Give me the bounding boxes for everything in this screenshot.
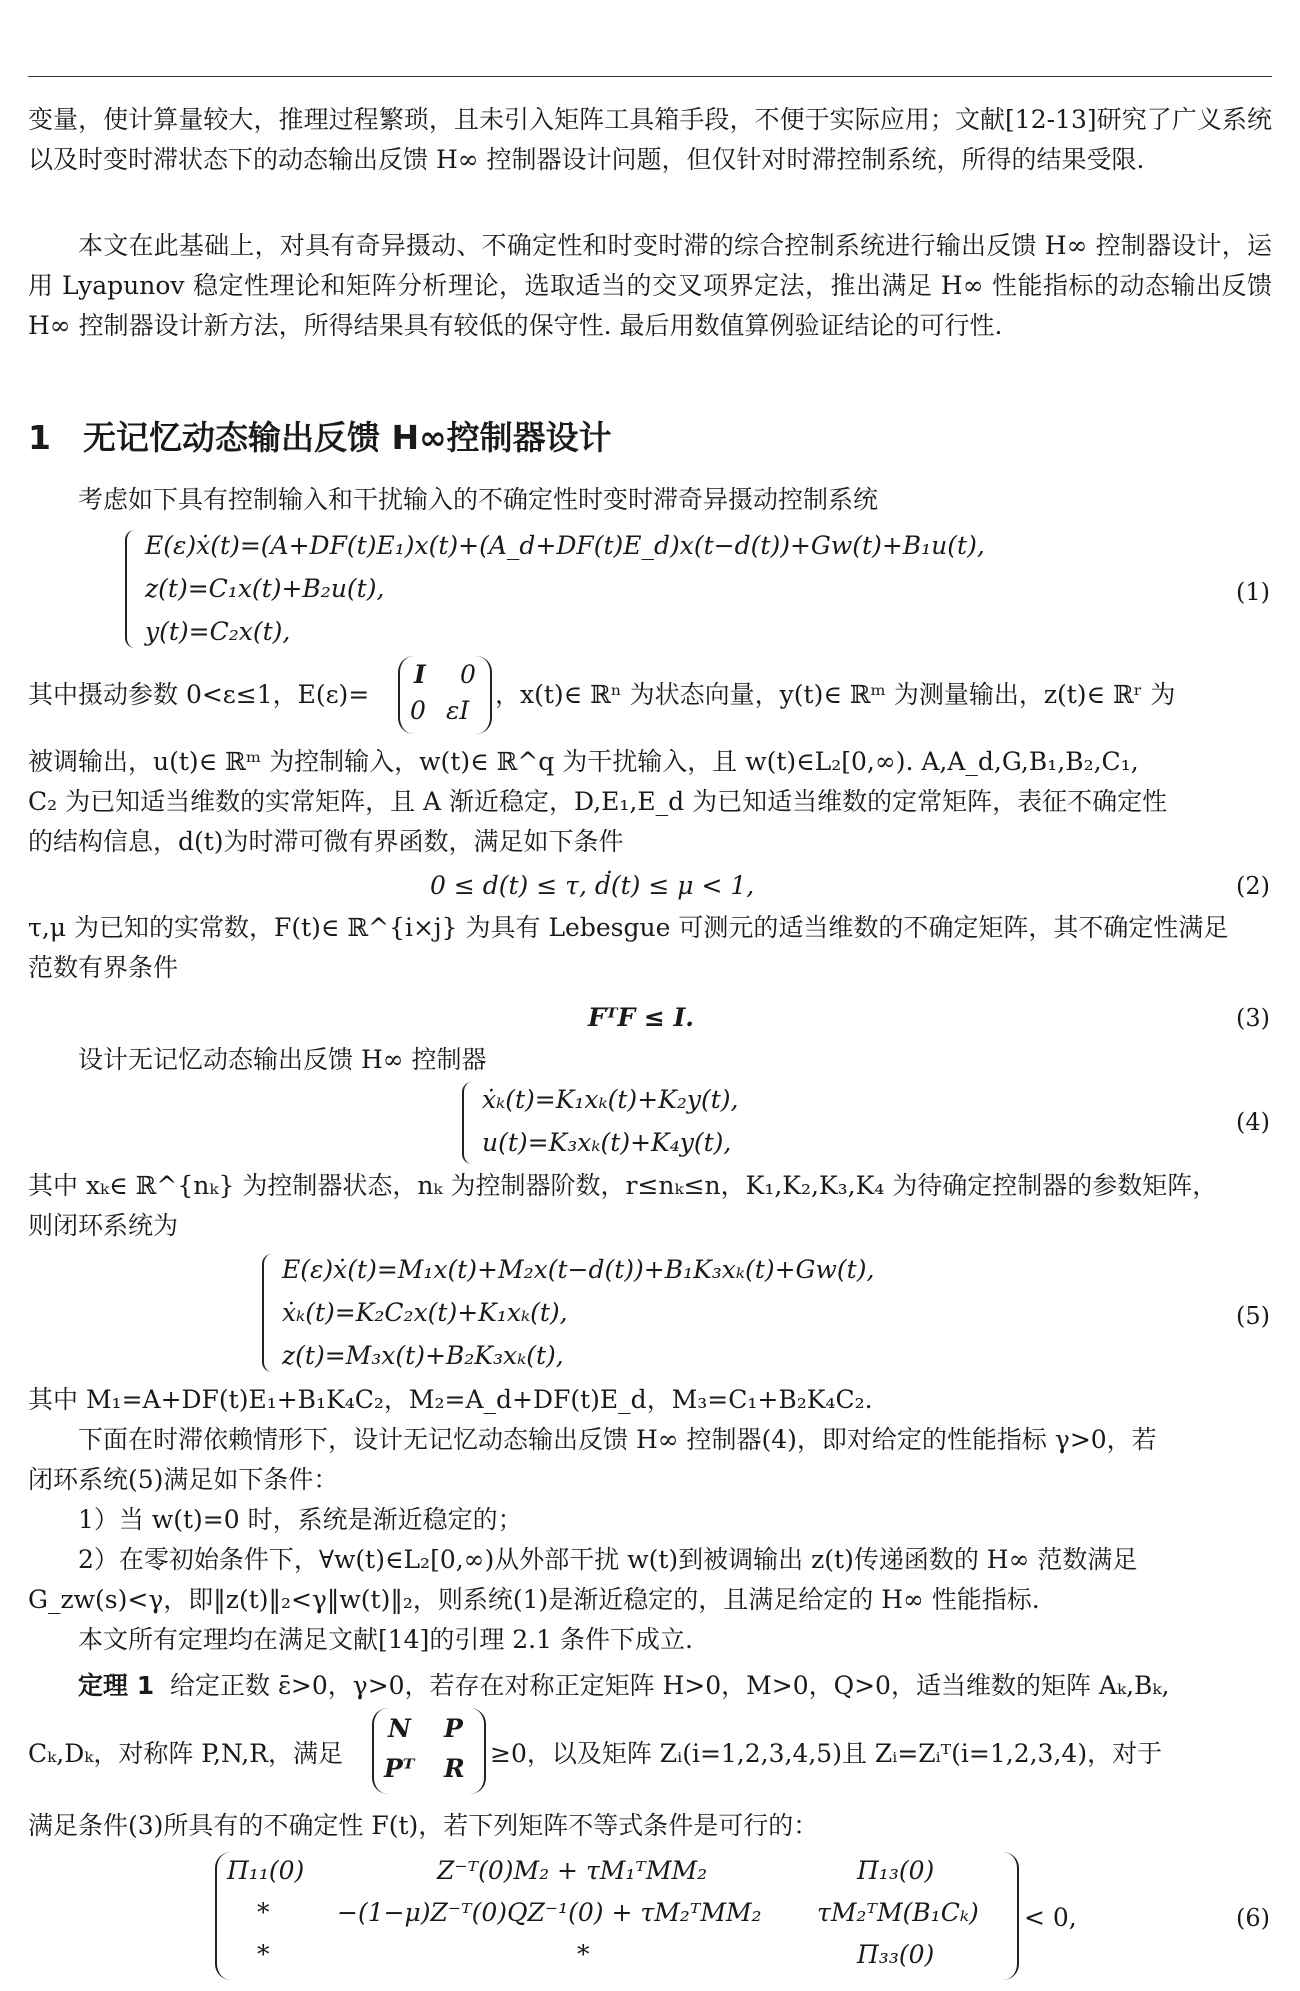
eq5-brace — [262, 1254, 276, 1372]
NP-matrix-a: N — [388, 1714, 411, 1743]
where-text-3: C₂ 为已知适当维数的实常矩阵，且 A 渐近稳定，D,E₁,E_d 为已知适当维数的定常矩阵，表征不确定性 — [28, 787, 1168, 816]
eq4-number: (4) — [1236, 1108, 1270, 1136]
where-text-1b: ，x(t)∈ ℝⁿ 为状态向量，y(t)∈ ℝᵐ 为测量输出，z(t)∈ ℝʳ 为 — [495, 680, 1176, 709]
below-text-2: 闭环系统(5)满足如下条件： — [28, 1465, 339, 1494]
eq6-r3c2: * — [577, 1940, 590, 1969]
eq6-r2c2: −(1−μ)Z⁻ᵀ(0)QZ⁻¹(0) + τM₂ᵀMM₂ — [337, 1898, 762, 1927]
all-theorems-text: 本文所有定理均在满足文献[14]的引理 2.1 条件下成立. — [78, 1625, 693, 1654]
NP-matrix-b: P — [444, 1714, 463, 1743]
theorem-2a: Cₖ,Dₖ，对称阵 P,N,R，满足 — [28, 1739, 344, 1768]
eq6-r1c2: Z⁻ᵀ(0)M₂ + τM₁ᵀMM₂ — [437, 1856, 708, 1885]
theorem-label: 定理 1 — [78, 1671, 155, 1700]
header-rule — [28, 76, 1272, 77]
theorem-1-text: 给定正数 ε̄>0，γ>0，若存在对称正定矩阵 H>0，M>0，Q>0，适当维数的矩阵 Aₖ,Bₖ, — [170, 1671, 1170, 1700]
eq3-number: (3) — [1236, 1004, 1270, 1032]
xk-text-2: 则闭环系统为 — [28, 1211, 179, 1240]
tau-text-1: τ,μ 为已知的实常数，F(t)∈ ℝ^{i×j} 为具有 Lebesgue 可测元的适当维数的不确定矩阵，其不确定性满足 — [28, 913, 1229, 942]
eq1-brace — [125, 530, 139, 648]
eq1-line1: E(ε)ẋ(t)=(A+DF(t)E₁)x(t)+(A_d+DF(t)E_d)x(t−d(t))+Gw(t)+B₁u(t), — [145, 531, 985, 560]
where-text-1: 其中摄动参数 0<ε≤1，E(ε)= — [28, 680, 370, 709]
E-matrix-c: 0 — [410, 696, 426, 725]
eq6-number: (6) — [1236, 1904, 1270, 1932]
consider-text: 考虑如下具有控制输入和干扰输入的不确定性时变时滞奇异摄动控制系统 — [78, 485, 879, 514]
where-text-2: 被调输出，u(t)∈ ℝᵐ 为控制输入，w(t)∈ ℝ^q 为干扰输入，且 w(t)∈L₂[0,∞). A,A_d,G,B₁,B₂,C₁, — [28, 747, 1139, 776]
eq6-rhs: < 0, — [1024, 1903, 1077, 1932]
eq6-r3c3: Π₃₃(0) — [857, 1940, 935, 1969]
section-heading — [28, 412, 612, 459]
eq5-line2: ẋₖ(t)=K₂C₂x(t)+K₁xₖ(t), — [282, 1298, 568, 1327]
E-matrix-d: εI — [446, 696, 470, 725]
eq5-line3: z(t)=M₃x(t)+B₂K₃xₖ(t), — [282, 1341, 564, 1370]
intro-paragraph-2: 本文在此基础上，对具有奇异摄动、不确定性和时变时滞的综合控制系统进行输出反馈 H∞ 控制器设计，运用 Lyapunov 稳定性理论和矩阵分析理论，选取适当的交叉项界定法，推出满足 H∞ 性能指标的动态输出反馈 H∞ 控制器设计新方法，所得结果具有较低的保守性. 最后用数值算例验证结论的可行性. — [28, 231, 1272, 340]
eq2-number: (2) — [1236, 872, 1270, 900]
eq1-number: (1) — [1236, 578, 1270, 606]
E-matrix — [398, 656, 492, 734]
section-title: 无记忆动态输出反馈 H∞控制器设计 — [83, 418, 612, 457]
eq5-line1: E(ε)ẋ(t)=M₁x(t)+M₂x(t−d(t))+B₁K₃xₖ(t)+Gw(t), — [282, 1255, 875, 1284]
eq4-line1: ẋₖ(t)=K₁xₖ(t)+K₂y(t), — [482, 1085, 739, 1114]
eq6-r1c3: Π₁₃(0) — [857, 1856, 935, 1885]
intro-paragraph-1: 变量，使计算量较大，推理过程繁琐，且未引入矩阵工具箱手段，不便于实际应用；文献[12-13]研究了广义系统以及时变时滞状态下的动态输出反馈 H∞ 控制器设计问题，但仅针对时滞控制系统，所得的结果受限. — [28, 105, 1272, 174]
NP-matrix — [372, 1708, 486, 1794]
condition-2a: 2）在零初始条件下，∀w(t)∈L₂[0,∞)从外部干扰 w(t)到被调输出 z(t)传递函数的 H∞ 范数满足 — [78, 1545, 1138, 1574]
tau-text-2: 范数有界条件 — [28, 953, 179, 982]
E-matrix-b: 0 — [460, 660, 476, 689]
theorem-2b: ≥0，以及矩阵 Zᵢ(i=1,2,3,4,5)且 Zᵢ=Zᵢᵀ(i=1,2,3,4)，对于 — [490, 1739, 1163, 1768]
NP-matrix-d: R — [444, 1754, 465, 1783]
condition-1: 1）当 w(t)=0 时，系统是渐近稳定的； — [78, 1505, 523, 1534]
mdef-text: 其中 M₁=A+DF(t)E₁+B₁K₄C₂，M₂=A_d+DF(t)E_d，M₃=C₁+B₂K₄C₂. — [28, 1385, 873, 1414]
theorem-3: 满足条件(3)所具有的不确定性 F(t)，若下列矩阵不等式条件是可行的： — [28, 1811, 819, 1840]
theorem-1-line1 — [78, 1666, 1272, 1706]
eq1-line3: y(t)=C₂x(t), — [145, 617, 291, 646]
NP-matrix-c: Pᵀ — [384, 1754, 415, 1783]
eq6-r2c3: τM₂ᵀM(B₁Cₖ) — [817, 1898, 979, 1927]
eq1-line2: z(t)=C₁x(t)+B₂u(t), — [145, 574, 385, 603]
condition-2b: G_zw(s)<γ，即‖z(t)‖₂<γ‖w(t)‖₂，则系统(1)是渐近稳定的，且满足给定的 H∞ 性能指标. — [28, 1585, 1040, 1614]
xk-text-1: 其中 xₖ∈ ℝ^{nₖ} 为控制器状态，nₖ 为控制器阶数，r≤nₖ≤n，K₁,K₂,K₃,K₄ 为待确定控制器的参数矩阵， — [28, 1171, 1218, 1200]
where-text-4: 的结构信息，d(t)为时滞可微有界函数，满足如下条件 — [28, 827, 624, 856]
eq6-r2c1: * — [257, 1898, 270, 1927]
section-number: 1 — [28, 418, 51, 457]
eq3-expr: FᵀF ≤ I. — [588, 1003, 694, 1032]
design-text: 设计无记忆动态输出反馈 H∞ 控制器 — [78, 1045, 487, 1074]
eq4-line2: u(t)=K₃xₖ(t)+K₄y(t), — [482, 1128, 732, 1157]
eq6-matrix — [215, 1852, 1019, 1980]
eq2-expr: 0 ≤ d(t) ≤ τ, ḋ(t) ≤ μ < 1, — [430, 871, 755, 900]
eq5-number: (5) — [1236, 1302, 1270, 1330]
eq6-r1c1: Π₁₁(0) — [227, 1856, 305, 1885]
E-matrix-a: I — [414, 660, 426, 689]
eq6-r3c1: * — [257, 1940, 270, 1969]
below-text-1: 下面在时滞依赖情形下，设计无记忆动态输出反馈 H∞ 控制器(4)，即对给定的性能指标 γ>0，若 — [78, 1425, 1157, 1454]
eq4-brace — [462, 1082, 476, 1164]
